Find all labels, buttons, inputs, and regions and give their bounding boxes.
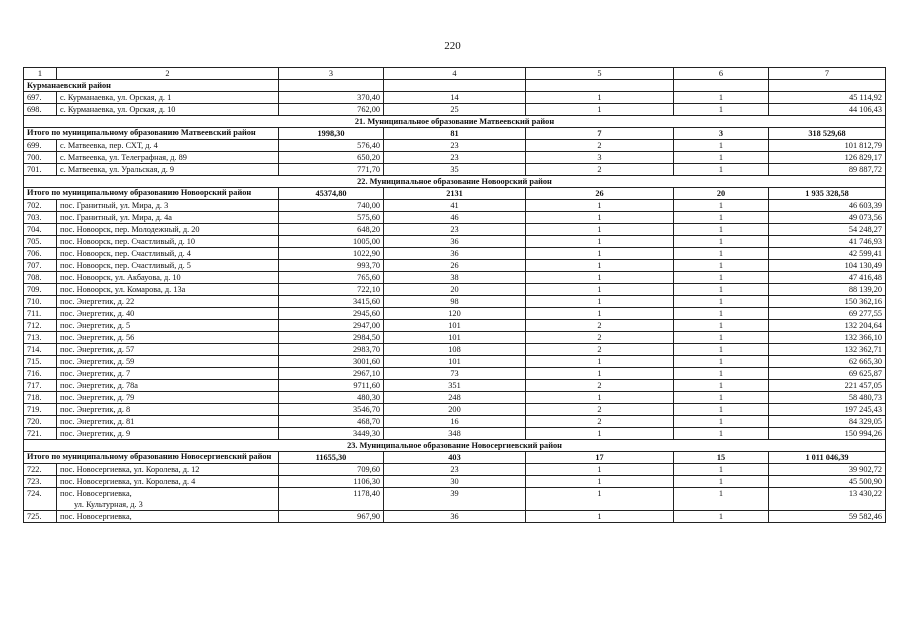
residents: 26 bbox=[384, 260, 526, 272]
table-row bbox=[24, 404, 886, 416]
table-row bbox=[24, 164, 886, 176]
empty-cell bbox=[526, 80, 674, 92]
area: 2984,50 bbox=[279, 332, 384, 344]
address: пос. Новоорск, пер. Счастливый, д. 5 bbox=[57, 260, 279, 272]
count-b: 1 bbox=[674, 164, 769, 176]
address: пос. Энергетик, д. 81 bbox=[57, 416, 279, 428]
count-a: 3 bbox=[526, 152, 674, 164]
count-b: 1 bbox=[674, 200, 769, 212]
column-header: 3 bbox=[279, 68, 384, 80]
column-header: 7 bbox=[769, 68, 886, 80]
area: 771,70 bbox=[279, 164, 384, 176]
address: пос. Новоорск, пер. Молодежный, д. 20 bbox=[57, 224, 279, 236]
section-header-row bbox=[24, 176, 886, 188]
residents: 348 bbox=[384, 428, 526, 440]
table-row bbox=[24, 212, 886, 224]
table-row bbox=[24, 200, 886, 212]
residents: 30 bbox=[384, 476, 526, 488]
area: 3001,60 bbox=[279, 356, 384, 368]
address: пос. Энергетик, д. 5 bbox=[57, 320, 279, 332]
area: 2945,60 bbox=[279, 308, 384, 320]
page-number: 220 bbox=[444, 40, 461, 52]
area: 468,70 bbox=[279, 416, 384, 428]
area: 740,00 bbox=[279, 200, 384, 212]
amount: 47 416,48 bbox=[769, 272, 886, 284]
amount: 46 603,39 bbox=[769, 200, 886, 212]
table-row bbox=[24, 272, 886, 284]
amount: 150 362,16 bbox=[769, 296, 886, 308]
residents: 101 bbox=[384, 320, 526, 332]
row-number: 720. bbox=[24, 416, 57, 428]
area: 2947,00 bbox=[279, 320, 384, 332]
count-b: 1 bbox=[674, 92, 769, 104]
amount: 132 366,10 bbox=[769, 332, 886, 344]
table-row bbox=[24, 392, 886, 404]
empty-cell bbox=[279, 80, 384, 92]
count-b: 1 bbox=[674, 104, 769, 116]
residents: 23 bbox=[384, 464, 526, 476]
area: 576,40 bbox=[279, 140, 384, 152]
count-a: 2 bbox=[526, 164, 674, 176]
row-number: 705. bbox=[24, 236, 57, 248]
residents: 46 bbox=[384, 212, 526, 224]
residents: 41 bbox=[384, 200, 526, 212]
empty-cell bbox=[769, 80, 886, 92]
address: с. Матвеевка, ул. Уральская, д. 9 bbox=[57, 164, 279, 176]
amount: 104 130,49 bbox=[769, 260, 886, 272]
residents: 120 bbox=[384, 308, 526, 320]
area: 370,40 bbox=[279, 92, 384, 104]
amount: 84 329,05 bbox=[769, 416, 886, 428]
row-number: 718. bbox=[24, 392, 57, 404]
row-number: 716. bbox=[24, 368, 57, 380]
count-a: 1 bbox=[526, 308, 674, 320]
address: пос. Энергетик, д. 79 bbox=[57, 392, 279, 404]
count-b: 1 bbox=[674, 356, 769, 368]
residents: 23 bbox=[384, 224, 526, 236]
count-a: 1 bbox=[526, 356, 674, 368]
section-title: 23. Муниципальное образование Новосергиевский район bbox=[24, 440, 886, 452]
residents: 14 bbox=[384, 92, 526, 104]
amount: 41 746,93 bbox=[769, 236, 886, 248]
count-b: 1 bbox=[674, 296, 769, 308]
total-label: Итого по муниципальному образованию Новоорский район bbox=[24, 188, 279, 200]
count-a: 1 bbox=[526, 248, 674, 260]
district-name: Курманаевский район bbox=[24, 80, 279, 92]
table-row bbox=[24, 320, 886, 332]
count-b: 1 bbox=[674, 428, 769, 440]
empty-cell bbox=[384, 80, 526, 92]
count-a: 1 bbox=[526, 296, 674, 308]
address: пос. Энергетик, д. 22 bbox=[57, 296, 279, 308]
count-b: 1 bbox=[674, 392, 769, 404]
area: 2983,70 bbox=[279, 344, 384, 356]
row-number: 717. bbox=[24, 380, 57, 392]
row-number: 702. bbox=[24, 200, 57, 212]
address: пос. Новоорск, пер. Счастливый, д. 4 bbox=[57, 248, 279, 260]
table-row bbox=[24, 476, 886, 488]
row-number: 703. bbox=[24, 212, 57, 224]
data-table bbox=[23, 67, 886, 523]
residents: 35 bbox=[384, 164, 526, 176]
total-value: 1998,30 bbox=[279, 128, 384, 140]
count-b: 1 bbox=[674, 511, 769, 523]
table-row bbox=[24, 464, 886, 476]
amount: 88 139,20 bbox=[769, 284, 886, 296]
address: пос. Энергетик, д. 9 bbox=[57, 428, 279, 440]
total-value: 403 bbox=[384, 452, 526, 464]
address: пос. Новосергиевка, ул. Королева, д. 4 bbox=[57, 476, 279, 488]
row-number: 698. bbox=[24, 104, 57, 116]
table-row bbox=[24, 488, 886, 511]
count-a: 1 bbox=[526, 428, 674, 440]
area: 648,20 bbox=[279, 224, 384, 236]
row-number: 719. bbox=[24, 404, 57, 416]
address: пос. Энергетик, д. 40 bbox=[57, 308, 279, 320]
total-row bbox=[24, 188, 886, 200]
column-header: 2 bbox=[57, 68, 279, 80]
count-a: 1 bbox=[526, 284, 674, 296]
amount: 126 829,17 bbox=[769, 152, 886, 164]
amount: 44 106,43 bbox=[769, 104, 886, 116]
table-row bbox=[24, 248, 886, 260]
total-value: 26 bbox=[526, 188, 674, 200]
row-number: 701. bbox=[24, 164, 57, 176]
amount: 13 430,22 bbox=[769, 488, 886, 511]
count-b: 1 bbox=[674, 260, 769, 272]
column-header: 4 bbox=[384, 68, 526, 80]
area: 722,10 bbox=[279, 284, 384, 296]
count-a: 2 bbox=[526, 332, 674, 344]
address: пос. Энергетик, д. 8 bbox=[57, 404, 279, 416]
amount: 45 500,90 bbox=[769, 476, 886, 488]
count-a: 2 bbox=[526, 416, 674, 428]
amount: 62 665,30 bbox=[769, 356, 886, 368]
table-row bbox=[24, 284, 886, 296]
count-a: 1 bbox=[526, 272, 674, 284]
residents: 248 bbox=[384, 392, 526, 404]
residents: 16 bbox=[384, 416, 526, 428]
amount: 132 204,64 bbox=[769, 320, 886, 332]
district-row bbox=[24, 80, 886, 92]
area: 575,60 bbox=[279, 212, 384, 224]
table-row bbox=[24, 260, 886, 272]
address: пос. Новосергиевка, bbox=[57, 511, 279, 523]
total-row bbox=[24, 128, 886, 140]
address: с. Курманаевка, ул. Орская, д. 1 bbox=[57, 92, 279, 104]
table-row bbox=[24, 140, 886, 152]
amount: 221 457,05 bbox=[769, 380, 886, 392]
total-value: 3 bbox=[674, 128, 769, 140]
table-row bbox=[24, 416, 886, 428]
area: 2967,10 bbox=[279, 368, 384, 380]
residents: 23 bbox=[384, 152, 526, 164]
row-number: 709. bbox=[24, 284, 57, 296]
count-a: 2 bbox=[526, 344, 674, 356]
table-row bbox=[24, 332, 886, 344]
row-number: 699. bbox=[24, 140, 57, 152]
address: с. Матвеевка, пер. СХТ, д. 4 bbox=[57, 140, 279, 152]
address: пос. Новоорск, ул. Комарова, д. 13а bbox=[57, 284, 279, 296]
residents: 200 bbox=[384, 404, 526, 416]
count-b: 1 bbox=[674, 272, 769, 284]
count-a: 2 bbox=[526, 140, 674, 152]
area: 765,60 bbox=[279, 272, 384, 284]
area: 9711,60 bbox=[279, 380, 384, 392]
total-value: 81 bbox=[384, 128, 526, 140]
residents: 101 bbox=[384, 332, 526, 344]
empty-cell bbox=[674, 80, 769, 92]
count-b: 1 bbox=[674, 488, 769, 511]
count-b: 1 bbox=[674, 332, 769, 344]
residents: 73 bbox=[384, 368, 526, 380]
row-number: 704. bbox=[24, 224, 57, 236]
address: пос. Гранитный, ул. Мира, д. 4а bbox=[57, 212, 279, 224]
section-title: 21. Муниципальное образование Матвеевский район bbox=[24, 116, 886, 128]
row-number: 725. bbox=[24, 511, 57, 523]
row-number: 723. bbox=[24, 476, 57, 488]
count-b: 1 bbox=[674, 404, 769, 416]
total-row bbox=[24, 452, 886, 464]
residents: 23 bbox=[384, 140, 526, 152]
table-row bbox=[24, 511, 886, 523]
count-b: 1 bbox=[674, 140, 769, 152]
address: пос. Новоорск, пер. Счастливый, д. 10 bbox=[57, 236, 279, 248]
amount: 58 480,73 bbox=[769, 392, 886, 404]
amount: 132 362,71 bbox=[769, 344, 886, 356]
amount: 150 994,26 bbox=[769, 428, 886, 440]
table-row bbox=[24, 428, 886, 440]
address: пос. Энергетик, д. 57 bbox=[57, 344, 279, 356]
total-value: 1 935 328,58 bbox=[769, 188, 886, 200]
address: пос. Гранитный, ул. Мира, д. 3 bbox=[57, 200, 279, 212]
total-value: 45374,80 bbox=[279, 188, 384, 200]
row-number: 697. bbox=[24, 92, 57, 104]
area: 709,60 bbox=[279, 464, 384, 476]
count-a: 1 bbox=[526, 488, 674, 511]
count-a: 1 bbox=[526, 476, 674, 488]
residents: 36 bbox=[384, 248, 526, 260]
table-row bbox=[24, 356, 886, 368]
row-number: 707. bbox=[24, 260, 57, 272]
section-header-row bbox=[24, 116, 886, 128]
count-b: 1 bbox=[674, 368, 769, 380]
count-b: 1 bbox=[674, 344, 769, 356]
total-value: 318 529,68 bbox=[769, 128, 886, 140]
area: 1005,00 bbox=[279, 236, 384, 248]
row-number: 722. bbox=[24, 464, 57, 476]
amount: 42 599,41 bbox=[769, 248, 886, 260]
area: 480,30 bbox=[279, 392, 384, 404]
row-number: 714. bbox=[24, 344, 57, 356]
total-label: Итого по муниципальному образованию Новосергиевский район bbox=[24, 452, 279, 464]
residents: 25 bbox=[384, 104, 526, 116]
row-number: 706. bbox=[24, 248, 57, 260]
count-b: 1 bbox=[674, 308, 769, 320]
residents: 351 bbox=[384, 380, 526, 392]
count-b: 1 bbox=[674, 464, 769, 476]
total-value: 20 bbox=[674, 188, 769, 200]
section-header-row bbox=[24, 440, 886, 452]
count-a: 2 bbox=[526, 320, 674, 332]
amount: 197 245,43 bbox=[769, 404, 886, 416]
area: 1178,40 bbox=[279, 488, 384, 511]
address: пос. Энергетик, д. 59 bbox=[57, 356, 279, 368]
row-number: 712. bbox=[24, 320, 57, 332]
count-b: 1 bbox=[674, 416, 769, 428]
count-a: 2 bbox=[526, 380, 674, 392]
count-b: 1 bbox=[674, 236, 769, 248]
area: 993,70 bbox=[279, 260, 384, 272]
total-value: 7 bbox=[526, 128, 674, 140]
residents: 39 bbox=[384, 488, 526, 511]
address-line: ул. Культурная, д. 3 bbox=[74, 500, 143, 509]
row-number: 711. bbox=[24, 308, 57, 320]
total-value: 2131 bbox=[384, 188, 526, 200]
header-row bbox=[24, 68, 886, 80]
count-b: 1 bbox=[674, 320, 769, 332]
residents: 108 bbox=[384, 344, 526, 356]
table-row bbox=[24, 296, 886, 308]
residents: 98 bbox=[384, 296, 526, 308]
row-number: 710. bbox=[24, 296, 57, 308]
amount: 45 114,92 bbox=[769, 92, 886, 104]
address: с. Курманаевка, ул. Орская, д. 10 bbox=[57, 104, 279, 116]
total-value: 1 011 046,39 bbox=[769, 452, 886, 464]
address: пос. Энергетик, д. 7 bbox=[57, 368, 279, 380]
area: 650,20 bbox=[279, 152, 384, 164]
area: 3546,70 bbox=[279, 404, 384, 416]
count-a: 2 bbox=[526, 404, 674, 416]
row-number: 713. bbox=[24, 332, 57, 344]
count-b: 1 bbox=[674, 224, 769, 236]
count-a: 1 bbox=[526, 511, 674, 523]
total-value: 17 bbox=[526, 452, 674, 464]
residents: 38 bbox=[384, 272, 526, 284]
amount: 39 902,72 bbox=[769, 464, 886, 476]
count-a: 1 bbox=[526, 212, 674, 224]
count-a: 1 bbox=[526, 260, 674, 272]
count-a: 1 bbox=[526, 224, 674, 236]
amount: 49 073,56 bbox=[769, 212, 886, 224]
amount: 54 248,27 bbox=[769, 224, 886, 236]
table-row bbox=[24, 368, 886, 380]
area: 1106,30 bbox=[279, 476, 384, 488]
amount: 89 887,72 bbox=[769, 164, 886, 176]
address: пос. Новоорск, ул. Акбауова, д. 10 bbox=[57, 272, 279, 284]
table-row bbox=[24, 308, 886, 320]
area: 3415,60 bbox=[279, 296, 384, 308]
address: пос. Энергетик, д. 78а bbox=[57, 380, 279, 392]
address: пос. Энергетик, д. 56 bbox=[57, 332, 279, 344]
area: 967,90 bbox=[279, 511, 384, 523]
count-a: 1 bbox=[526, 104, 674, 116]
row-number: 715. bbox=[24, 356, 57, 368]
total-value: 11655,30 bbox=[279, 452, 384, 464]
area: 3449,30 bbox=[279, 428, 384, 440]
count-b: 1 bbox=[674, 212, 769, 224]
residents: 20 bbox=[384, 284, 526, 296]
amount: 69 277,55 bbox=[769, 308, 886, 320]
column-header: 5 bbox=[526, 68, 674, 80]
count-b: 1 bbox=[674, 284, 769, 296]
total-label: Итого по муниципальному образованию Матвеевский район bbox=[24, 128, 279, 140]
residents: 36 bbox=[384, 236, 526, 248]
column-header: 1 bbox=[24, 68, 57, 80]
table-row bbox=[24, 92, 886, 104]
table-row bbox=[24, 104, 886, 116]
address-line: пос. Новосергиевка, bbox=[60, 489, 132, 498]
section-title: 22. Муниципальное образование Новоорский район bbox=[24, 176, 886, 188]
row-number: 708. bbox=[24, 272, 57, 284]
amount: 101 812,79 bbox=[769, 140, 886, 152]
row-number: 700. bbox=[24, 152, 57, 164]
count-a: 1 bbox=[526, 368, 674, 380]
residents: 101 bbox=[384, 356, 526, 368]
count-a: 1 bbox=[526, 236, 674, 248]
amount: 59 582,46 bbox=[769, 511, 886, 523]
count-a: 1 bbox=[526, 200, 674, 212]
count-b: 1 bbox=[674, 380, 769, 392]
area: 1022,90 bbox=[279, 248, 384, 260]
column-header: 6 bbox=[674, 68, 769, 80]
count-b: 1 bbox=[674, 476, 769, 488]
table-row bbox=[24, 224, 886, 236]
table-row bbox=[24, 236, 886, 248]
row-number: 724. bbox=[24, 488, 57, 511]
area: 762,00 bbox=[279, 104, 384, 116]
address: пос. Новосергиевка, ул. Королева, д. 12 bbox=[57, 464, 279, 476]
table-row bbox=[24, 380, 886, 392]
table-row bbox=[24, 152, 886, 164]
amount: 69 625,87 bbox=[769, 368, 886, 380]
address: с. Матвеевка, ул. Телеграфная, д. 89 bbox=[57, 152, 279, 164]
count-b: 1 bbox=[674, 152, 769, 164]
count-a: 1 bbox=[526, 392, 674, 404]
count-b: 1 bbox=[674, 248, 769, 260]
table-row bbox=[24, 344, 886, 356]
residents: 36 bbox=[384, 511, 526, 523]
total-value: 15 bbox=[674, 452, 769, 464]
count-a: 1 bbox=[526, 464, 674, 476]
address bbox=[57, 488, 279, 511]
row-number: 721. bbox=[24, 428, 57, 440]
count-a: 1 bbox=[526, 92, 674, 104]
